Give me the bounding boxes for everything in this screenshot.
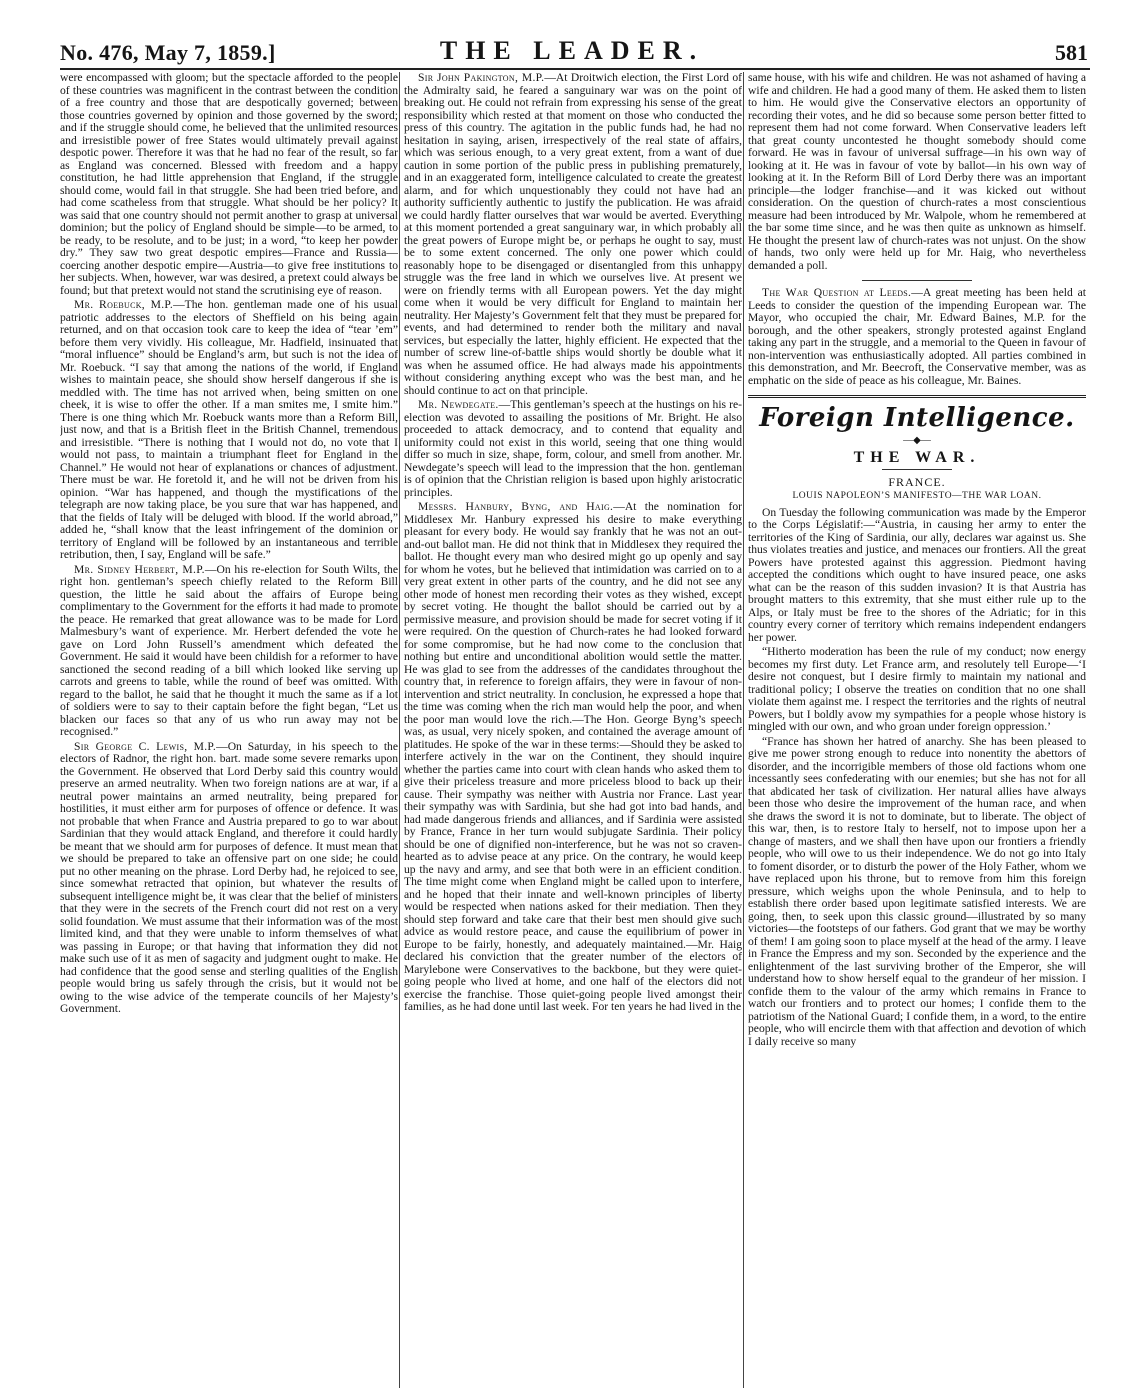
paragraph-text: —At the nomination for Middlesex Mr. Hanbury expressed his desire to make everything pleasant for every body. He would say frankly that he was not an out-and-out ballot man. He did not think that in Middlesex they required the ballot. He thought every man who desired might go up openly and say for whom he votes, but he believed that intimidation was carried on to a very great extent in other parts of the country, and he did not see any other mode of honest men recording their votes as they wished, except by secret voting. He thought the ballot should be carried out by a permissive measure, and provision should be made for secret voting if it were required. On the question of Church-rates he had looked forward for some compromise, but he had now come to the conclusion that nothing but entire and unconditional abolition would settle the matter. He was glad to see from the addresses of the candidates throughout the country that, in reference to foreign affairs, they were in favour of non-intervention and strict neutrality. In conclusion, he expressed a hope that the time was coming when the rich man would help the poor, and when the poor man would love the rich.—The Hon. George Byng’s speech was, as usual, very nicely spoken, and contained the average amount of platitudes. He spoke of the war in these terms:—Should they be asked to interfere actively in the war on the Continent, they should inquire whether the parties came into court with clean hands who asked them to give their priceless treasure and more priceless blood to back up their cause. Their sympathy was neither with Austria nor France. Last year their sympathy was with Sardinia, but she had got into bad hands, and had made dangerous friends and alliances, and if Sardinia were assisted by France, France in her turn would subjugate Sardinia. Their policy should be one of dignified non-interference, but he was not so craven-hearted as to advise peace at any price. On the contrary, he would keep up the navy and army, and see that both were in an efficient condition. The time might come when England might be called upon to interfere, and he hoped that their innate and well-known principles of liberty would be respected when nations asked for their mediation. Then they should step forward and take care that their best men should give such advice as would restore peace, and cause the equilibrium of power in Europe to be fairly, honestly, and adequately maintained.—Mr. Haig declared his conviction that the greater number of the electors of Marylebone were Conservatives to the backbone, but they were quiet-going people who lived at home, and one half of the electors did not exercise the franchise. Those quiet-going people lived amongst their families, as he had done until last week. For ten years he had lived in the [404,500,742,1013]
paragraph [748,287,1086,387]
column-3 [748,72,1086,1388]
paragraph-text: —On Saturday, in his speech to the electors of Radnor, the right hon. bart. made some severe remarks upon the Government. He observed that Lord Derby said this country would preserve an armed neutrality. When two foreign nations are at war, if a neutral power maintains an armed neutrality, being prepared for hostilities, it must either arm for purposes of offence or defence. It was not probable that when France and Austria prepared to go to war about Sardinian that they would attack England, and therefore it could hardly be meant that we should arm for purposes of defence. It must mean that we should be prepared to take an offensive part on one side; he could put no other meaning on the phrase. Lord Derby had, he rejoiced to see, since somewhat retracted that opinion, but whatever the results of subsequent intelligence might be, it was clear that the belief of ministers that they were in the secrets of the French court did not rest on a very solid foundation. We must assume that their information was of the most limited kind, and that they were unable to inform themselves of what was passing in Europe; or that having that information they did not make such use of it as men of sagacity and judgment ought to make. He had confidence that the good sense and sterling qualities of the English people would bring us safely through the crisis, but it would not be owing to the wise advice of the temperate councils of her Majesty’s Government. [60,739,398,1015]
paragraph-text: —A great meeting has been held at Leeds to consider the question of the impending European war. The Mayor, who occupied the chair, Mr. Edward Baines, M.P. for the borough, and the other speakers, strongly protested against England taking any part in the struggle, and a memorial to the Queen in favour of non-intervention was enthusiastically adopted. All parties combined in this demonstration, and Mr. Beecroft, the Conservative member, was as emphatic on the side of peace as his colleague, Mr. Baines. [748,286,1086,387]
column-divider [399,72,400,1388]
speaker-name: Sir George C. Lewis, M.P. [74,739,217,753]
section-title: Foreign Intelligence. [759,403,1075,433]
speaker-name: The War Question at Leeds. [762,286,912,299]
heading-rule [882,469,952,470]
column-divider [743,72,744,1388]
paragraph-text: —On his re-election for South Wilts, the right hon. gentleman’s speech chiefly related to the Reform Bill question, the little he said about the affairs of Europe being complimentary to the Government for the efforts it had made to promote the peace. He remarked that great allowance was to be made for Lord Malmesbury’s want of experience. Mr. Herbert defended the vote he gave on Lord John Russell’s amendment which defeated the Government. He said it would have been childish for a reformer to have sanctioned the second reading of a bill which looked like serving up carrots and greens to table, while the round of beef was omitted. With regard to the ballot, he said that he thought it much the same as if a lot of soldiers were to say to their captain before the fight began, “Let us blacken our faces so that any of us who run away may not be recognised.” [60,562,398,738]
speaker-name: Messrs. Hanbury, Byng, and Haig. [418,500,614,513]
paragraph [404,399,742,499]
paragraph: same house, with his wife and children. He was not ashamed of having a wife and children. He had a good many of them. He asked them to listen to him. He would give the Conservative electors an opportunity of recording their votes, and he did so because some person better fitted to represent them had not come forward. When Conservative leaders left that great county uncontested he thought somebody should come forward. He was in favour of universal suffrage—in his own way of looking at it. He was in favour of vote by ballot—in his own way of looking at it. In the Reform Bill of Lord Derby there was an important principle—the lodger franchise—and it was kicked out without consideration. On the question of church-rates a most conscientious measure had been introduced by Mr. Walpole, whom he remembered at the bar some time since, and he was then quite as unknown as himself. He thought the present law of church-rates was not unjust. On the show of hands, two only were held up for Mr. Haig, who nevertheless demanded a poll. [748,72,1086,272]
page-number: 581 [1055,40,1088,65]
manifesto-heading: LOUIS NAPOLEON’S MANIFESTO—THE WAR LOAN. [792,491,1042,501]
column-2 [404,72,742,1388]
ornament-divider: —◆— [903,435,931,446]
paragraph-text: —The hon. gentleman made one of his usual patriotic addresses to the electors of Sheffield on his being again returned, and on that occasion took care to keep the idea of “tear ’em” before them very vividly. His colleague, Mr. Hadfield, insinuated that “moral influence” should be England’s arm, but such is not the idea of Mr. Roebuck. “I say that among the nations of the world, if England wishes to maintain peace, she should show herself dangerous if she is meddled with. The time has not arrived when, being smitten on one cheek, it is wise to offer the other. If a man smites me, I smite him.” There is one thing which Mr. Roebuck wants more than a Reform Bill, just now, and that is a British fleet in the British Channel, tremendous and irresistible. “There is nothing that I would not do, no vote that I would not pass, to maintain a triumphant fleet for England in the Channel.” He would not hear of explanations or chances of adjustment. There must be war. He foretold it, and he will not be driven from his opinion. “War has happened, and though the mystifications of the telegraph are now taking place, be you sure that war has happened, and that the fields of Italy will be deluged with blood. If the world abroad,” added he, “shall know that the least infringement of the dominion or territory of England will be followed by an instantaneous and terrible retribution, then, I say, England will be safe.” [60,298,398,561]
paragraph: “Hitherto moderation has been the rule of my conduct; now energy becomes my first duty. Let France arm, and resolutely tell Europe—‘I desire not conquest, but I desire firmly to maintain my national and traditional policy; I observe the treaties on condition that no one shall violate them against me. I respect the territories and the rights of neutral Powers, but I boldly avow my sympathies for a people whose history is mingled with our own, and who groan under foreign oppression.’ [748,645,1086,733]
paragraph: were encompassed with gloom; but the spectacle afforded to the people of these countries was magnificent in the contrast between the condition of a free country and those that are despotically governed; between those countries governed by opinion and those governed by the sword; and if the struggle should come, he believed that the unlimited resources and irresistible power of free States would ultimately prevail against despotic power. Therefore it was that he had no fear of the result, so far as England was concerned. Blessed with freedom and a happy constitution, he had little apprehension that England, if the struggle should come, would fail in that struggle. She had been tried before, and had come scatheless from that struggle. What should be her policy? It was said that one country should not permit another to grasp at universal dominion; but the policy of England should be simple—to be armed, to be ready, to be resolute, and to be just; in a word, “to keep her powder dry.” They saw two great despotic empires—France and Russia—coercing another despotic empire—Austria—to give free institutions to her subjects. When, however, war was desired, a pretext could always be found; but that pretext would not stand the scrutinising eye of reason. [60,72,398,297]
paragraph [404,501,742,1014]
paragraph [60,741,398,1016]
paragraph [60,564,398,739]
section-double-rule [748,395,1086,398]
speaker-name: Mr. Sidney Herbert, M.P. [74,562,205,576]
war-heading: THE WAR. [853,449,981,466]
short-rule [862,280,972,281]
column-1 [60,72,398,1388]
speaker-name: Mr. Newdegate. [418,398,499,411]
masthead-title: THE LEADER. [439,36,705,65]
page-header [52,36,1092,70]
speaker-name: Mr. Roebuck, M.P. [74,298,174,311]
paragraph: On Tuesday the following communication was made by the Emperor to the Corps Législatif:—“Austria, in causing her army to enter the territories of the King of Sardinia, our ally, declares war against us. She thus violates treaties and justice, and menaces our frontiers. All the great Powers have protested against this aggression. Piedmont having accepted the conditions which ought to have insured peace, one asks what can be the reason of this sudden invasion? It is that Austria has brought matters to this extremity, that she must either rule up to the Alps, or Italy must be free to the shores of the Adriatic; for in this country every corner of territory which remains independent endangers her power. [748,505,1086,644]
france-heading: FRANCE. [888,474,946,489]
paragraph: “France has shown her hatred of anarchy. She has been pleased to give me power strong enough to reduce into nonentity the abettors of disorder, and the incorrigible members of those old factions whom one incessantly sees confederating with our enemies; but she has not for all that abdicated her task of civilization. Her natural allies have always been those who desire the improvement of the human race, and when she draws the sword it is not to dominate, but to liberate. The object of this war, then, is to restore Italy to herself, not to impose upon her a change of masters, and we shall then have upon our frontiers a friendly people, who will owe to us their independence. We do not go into Italy to foment disorder, or to disturb the power of the Holy Father, whom we have replaced upon his throne, but to remove from him this foreign pressure, which weighs upon the whole Peninsula, and to help to establish there order based upon legitimate satisfied interests. We are going, then, to seek upon this classic ground—illustrated by so many victories—the footsteps of our fathers. God grant that we may be worthy of them! I am going soon to place myself at the head of the army. I leave in France the Empress and my son. Seconded by the experience and the enlightenment of the last surviving brother of the Emperor, she will understand how to show herself equal to the grandeur of her mission. I confide them to the valour of the army which remains in France to watch our frontiers and to protect our homes; I confide them to the patriotism of the National Guard; I confide them, in a word, to the entire people, who will encircle them with that affection and devotion of which I daily receive so many [748,734,1086,1048]
paragraph [404,72,742,397]
paragraph-text: —This gentleman’s speech at the hustings on his re-election was devoted to assailing the positions of Mr. Bright. He also proceeded to attack democracy, and to contend that equality and uniformity could not exist in this world, seeing that one thing would differ so much in size, shape, form, colour, and smell from another. Mr. Newdegate’s speech will lead to the impression that the hon. gentleman is of opinion that the Christian religion is based upon highly aristocratic principles. [404,398,742,499]
speaker-name: Sir John Pakington, M.P. [418,72,545,84]
issue-date: No. 476, May 7, 1859.] [60,40,276,65]
paragraph [60,299,398,562]
header-rule [60,68,1090,70]
paragraph-text: —At Droitwich election, the First Lord of the Admiralty said, he feared a sanguinary war was on the point of breaking out. He could not refrain from expressing his sense of the great responsibility which rested at that moment on those who conducted the press of this country. The agitation in the public funds had, he had no hesitation in saying, arisen, irrespectively of the real state of affairs, which was serious enough, to a very great extent, from a want of due caution in some portion of the public press in publishing prematurely, and in an exaggerated form, intelligence calculated to create the greatest alarm, and for which unquestionably they could not have had an authority sufficiently authentic to justify the publication. He was afraid we could hardly flatter ourselves that war would be averted. Everything at this moment portended a great sanguinary war, in which probably all the great powers of Europe might be, or perhaps he ought to say, must be to some extent concerned. The only one power which could reasonably hope to be disengaged or disentangled from this unhappy struggle was the free land in which we ourselves live. At present we were on friendly terms with all European powers. Yet the day might come when it would be very difficult for England to maintain her neutrality. Her Majesty’s Government felt that they must be prepared for events, and had determined to render both the military and naval services, but especially the latter, highly efficient. He expected that the number of screw line-of-battle ships would shortly be double what it was when he assumed office. He had always made his appointments without considering anything except who was the best man, and he should continue to act on that principle. [404,72,742,397]
